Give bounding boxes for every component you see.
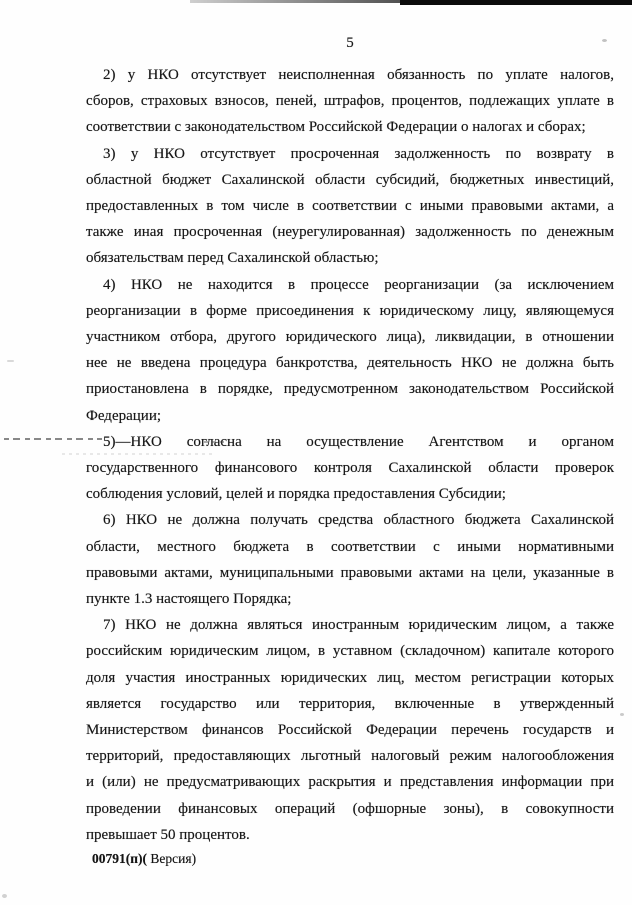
text-line: проведении финансовых операций (офшорные зоны), в совокупности xyxy=(86,800,614,817)
text-line: 5)—НКО согласна на осуществление Агентством и органом xyxy=(103,433,614,450)
text-line: Министерством финансов Российской Федерации перечень государств и xyxy=(86,722,614,739)
scan-artifact-top-bar-light xyxy=(190,0,415,3)
text-line: обязательствам перед Сахалинской областью; xyxy=(86,250,379,267)
scan-artifact-speck xyxy=(620,713,624,716)
footer-document-code: 00791(п)( xyxy=(92,851,148,866)
text-line: предоставленных в том числе в соответствии с иными правовыми актами, а xyxy=(86,198,614,215)
text-line: сборов, страховых взносов, пеней, штрафов, процентов, подлежащих уплате в xyxy=(86,93,614,110)
text-line: Федерации; xyxy=(86,407,162,424)
scan-artifact-speck xyxy=(7,360,14,362)
text-line: государственного финансового контроля Сахалинской области проверок xyxy=(86,460,614,477)
text-line: области, местного бюджета в соответствии с иными нормативными xyxy=(86,538,614,555)
page-footer xyxy=(92,851,196,867)
text-line: российским юридическим лицом, в уставном (складочном) капитале которого xyxy=(86,643,614,660)
paragraph-clause-2 xyxy=(86,62,614,141)
paragraph-clause-5 xyxy=(86,429,614,508)
text-line: областной бюджет Сахалинской области субсидий, бюджетных инвестиций, xyxy=(86,171,614,188)
text-line: территорий, предоставляющих льготный налоговый режим налогообложения xyxy=(86,748,614,765)
text-line: 6) НКО не должна получать средства областного бюджета Сахалинской xyxy=(103,512,614,529)
text-line: превышает 50 процентов. xyxy=(86,826,250,843)
text-line: пункте 1.3 настоящего Порядка; xyxy=(86,591,292,608)
scan-artifact-speck xyxy=(2,894,7,898)
text-line: 3) у НКО отсутствует просроченная задолженность по возврату в xyxy=(103,145,614,162)
text-line: соответствии с законодательством Российской Федерации о налогах и сборах; xyxy=(86,119,586,136)
text-line: 7) НКО не должна являться иностранным юридическим лицом, а также xyxy=(103,617,614,634)
text-line: нее не введена процедура банкротства, деятельность НКО не должна быть xyxy=(86,355,614,372)
text-line: также иная просроченная (неурегулированная) задолженность по денежным xyxy=(86,224,614,241)
text-line: и (или) не предусматривающих раскрытия и представления информации при xyxy=(86,774,614,791)
text-line: участником отбора, другого юридического лица), ликвидации, в отношении xyxy=(86,329,614,346)
paragraph-clause-7 xyxy=(86,612,614,848)
paragraph-clause-3 xyxy=(86,141,614,272)
text-line: приостановлена в порядке, предусмотренном законодательством Российской xyxy=(86,381,614,398)
footer-version-label: Версия) xyxy=(147,851,197,866)
text-line: доля участия иностранных юридических лиц, местом регистрации которых xyxy=(86,669,614,686)
text-line: соблюдения условий, целей и порядка предоставления Субсидии; xyxy=(86,486,506,503)
page-number: 5 xyxy=(346,35,354,51)
scan-artifact-top-bar-dark xyxy=(400,0,632,5)
text-line: правовыми актами, муниципальными правовыми актами на цели, указанные в xyxy=(86,564,614,581)
text-line: реорганизации в форме присоединения к юридическому лицу, являющемуся xyxy=(86,302,614,319)
text-line: является государство или территория, включенные в утвержденный xyxy=(86,695,614,712)
paragraph-clause-4 xyxy=(86,272,614,429)
document-body xyxy=(86,62,614,848)
paragraph-clause-6 xyxy=(86,507,614,612)
text-line: 2) у НКО отсутствует неисполненная обязанность по уплате налогов, xyxy=(103,67,614,83)
text-line: 4) НКО не находится в процессе реорганизации (за исключением xyxy=(103,276,614,293)
